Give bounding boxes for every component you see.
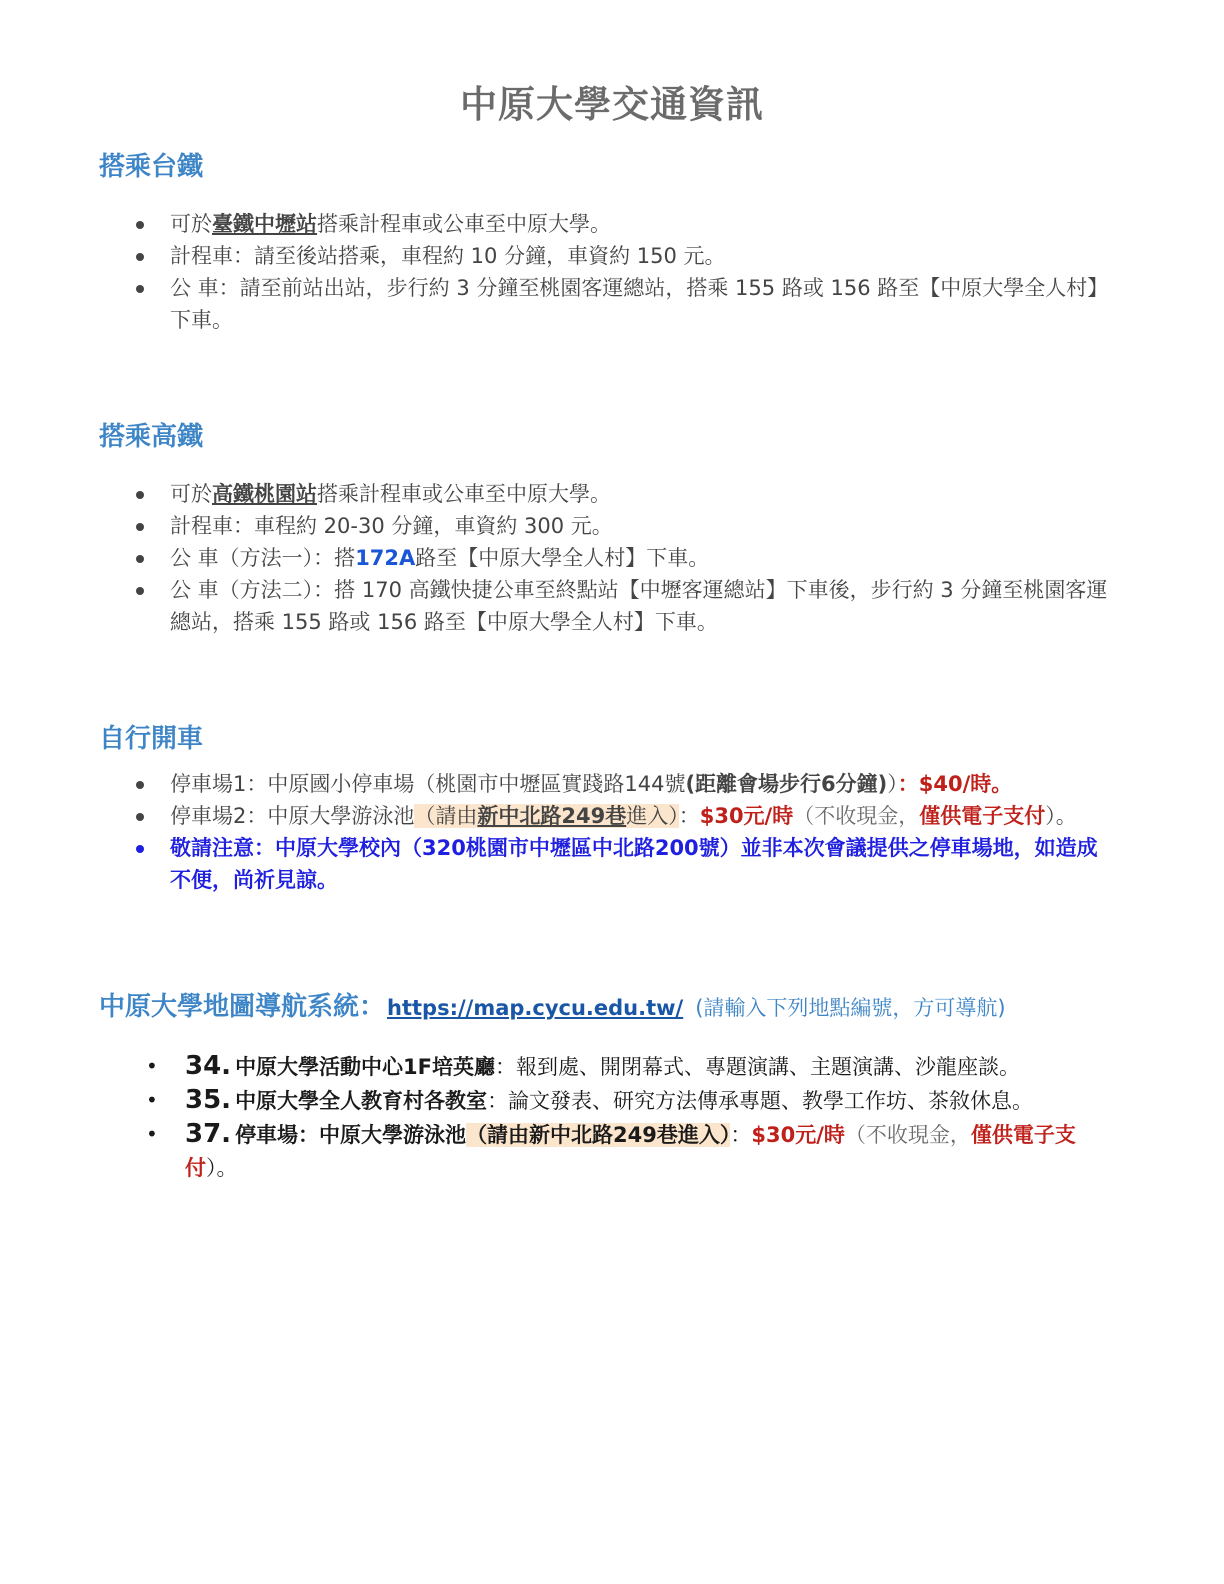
bullet-icon xyxy=(136,523,144,531)
notice-item: 敬請注意：中原大學校內（320桃園市中壢區中北路200號）並非本次會議提供之停車場地，如造成不便，尚祈見諒。 xyxy=(0,832,1224,896)
bullet-icon xyxy=(136,253,144,261)
section-heading-drive: 自行開車 xyxy=(99,724,204,754)
bullet-icon xyxy=(136,845,144,853)
bullet-icon xyxy=(136,555,144,563)
map-title: 中原大學地圖導航系統： xyxy=(99,992,386,1022)
list-item: 停車場1：中原國小停車場（桃園市中壢區實踐路144號(距離會場步行6分鐘)）：$40/時。 xyxy=(0,768,1224,800)
bullet-icon xyxy=(136,587,144,595)
list-item: 公 車（方法一）：搭172A路至【中原大學全人村】下車。 xyxy=(0,542,1224,574)
list-item: 計程車：車程約 20-30 分鐘，車資約 300 元。 xyxy=(0,510,1224,542)
list-item: 公 車（方法二）：搭 170 高鐵快捷公車至終點站【中壢客運總站】下車後，步行約 3 分鐘至桃園客運總站，搭乘 155 路或 156 路至【中原大學全人村】下車。 xyxy=(0,574,1224,638)
bullet-icon xyxy=(136,813,144,821)
section-heading-hsr: 搭乘高鐵 xyxy=(99,422,204,452)
bullet-icon xyxy=(136,781,144,789)
station-name: 臺鐵中壢站 xyxy=(212,212,317,236)
bullet-icon: • xyxy=(146,1122,158,1146)
list-item: • 34. 中原大學活動中心1F培英廳：報到處、開閉幕式、專題演講、主題演講、沙龍座談。 xyxy=(146,1051,1021,1081)
tra-list xyxy=(0,208,1224,336)
price: $30元/時 xyxy=(699,804,794,828)
location-list xyxy=(0,1050,1224,1185)
hsr-list xyxy=(0,478,1224,638)
list-item: 停車場2：中原大學游泳池（請由新中北路249巷進入）：$30元/時（不收現金，僅供電子支付）。 xyxy=(0,800,1224,832)
section-heading-tra: 搭乘台鐵 xyxy=(99,152,204,182)
price: ：$40/時。 xyxy=(897,772,1013,796)
bullet-icon xyxy=(136,285,144,293)
drive-list xyxy=(0,768,1224,896)
map-link[interactable]: https://map.cycu.edu.tw/ xyxy=(387,996,684,1020)
list-item: 可於高鐵桃園站搭乘計程車或公車至中原大學。 xyxy=(0,478,1224,510)
list-item: 公 車：請至前站出站，步行約 3 分鐘至桃園客運總站，搭乘 155 路或 156 路至【中原大學全人村】下車。 xyxy=(0,272,1224,336)
bullet-icon: • xyxy=(146,1088,158,1112)
map-note: (請輸入下列地點編號，方可導航) xyxy=(695,996,1006,1020)
highlighted-entrance: （請由新中北路249巷進入） xyxy=(466,1123,731,1147)
bullet-icon xyxy=(136,221,144,229)
list-item: • 35. 中原大學全人教育村各教室：論文發表、研究方法傳承專題、教學工作坊、茶敘休息。 xyxy=(146,1085,1034,1115)
map-heading xyxy=(99,986,1006,1023)
highlighted-entrance: （請由新中北路249巷進入） xyxy=(414,804,679,828)
list-item: • 37. 停車場：中原大學游泳池（請由新中北路249巷進入）：$30元/時（不收現金，僅供電子支付）。 xyxy=(146,1119,1076,1180)
list-item: 計程車：請至後站搭乘，車程約 10 分鐘，車資約 150 元。 xyxy=(0,240,1224,272)
bus-route: 172A xyxy=(355,546,416,570)
page-title: 中原大學交通資訊 xyxy=(460,83,764,126)
list-item: 可於臺鐵中壢站搭乘計程車或公車至中原大學。 xyxy=(0,208,1224,240)
station-name: 高鐵桃園站 xyxy=(212,482,317,506)
bullet-icon xyxy=(136,491,144,499)
price: $30元/時 xyxy=(751,1123,845,1147)
bullet-icon: • xyxy=(146,1054,158,1078)
